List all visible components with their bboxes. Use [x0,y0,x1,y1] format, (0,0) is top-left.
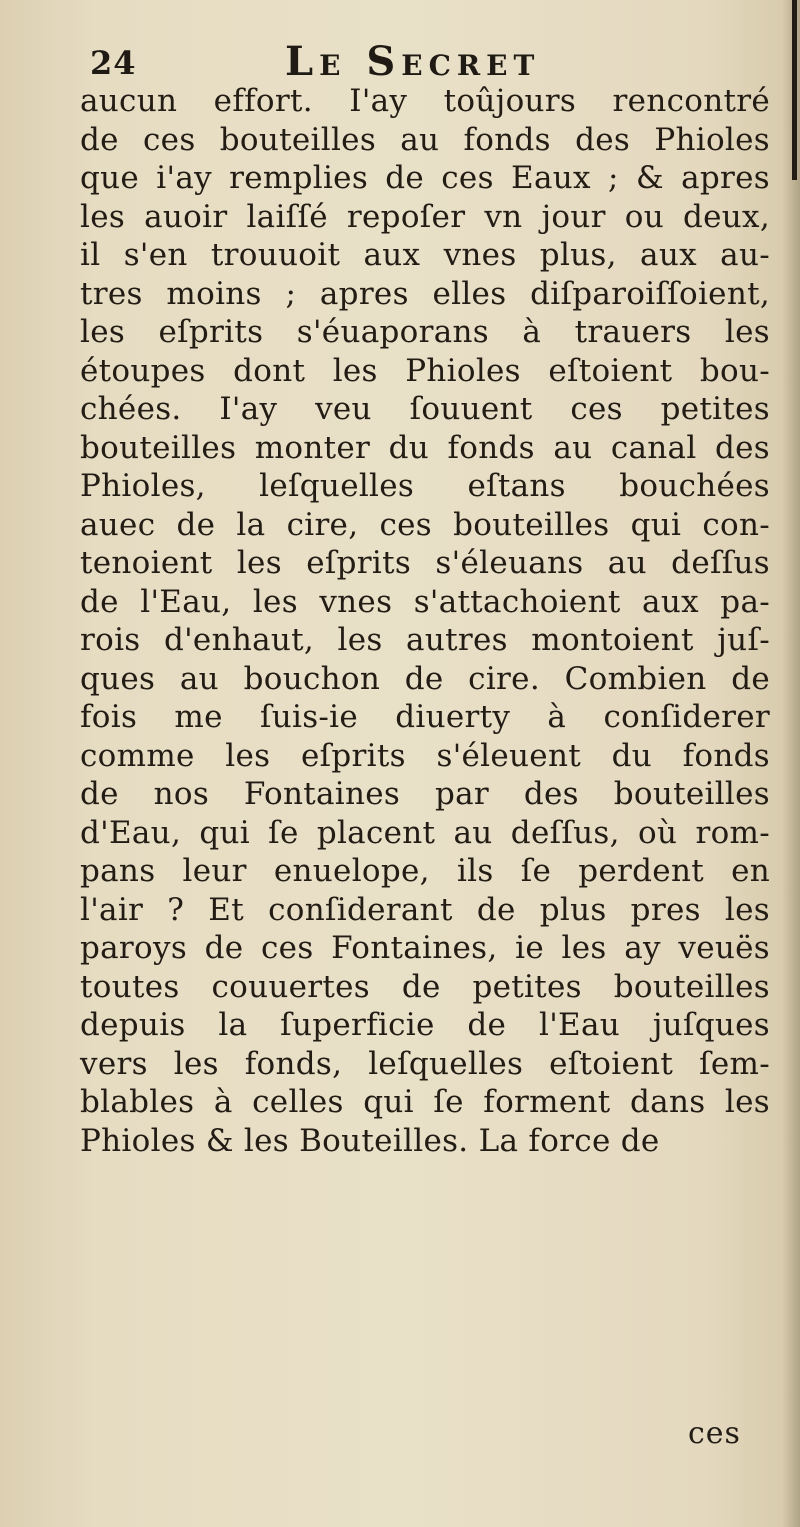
text-line: de l'Eau, les vnes s'attachoient aux pa- [80,583,770,620]
text-line: l'air ? Et conſiderant de plus pres les [80,891,770,928]
running-title: Le Secret [285,38,541,85]
text-line: depuis la ſuperficie de l'Eau juſques [80,1007,770,1043]
text-line: rois d'enhaut, les autres montoient juſ- [80,622,770,658]
text-line: que i'ay remplies de ces Eaux ; & apres [80,160,770,196]
page-number: 24 [90,44,137,82]
text-line: Phioles & les Bouteilles. La force de [80,1122,660,1159]
text-line: de nos Fontaines par des bouteilles [80,776,770,812]
text-line: fois me ſuis-ie diuerty à conſiderer [80,699,770,735]
text-line: blables à celles qui ſe forment dans les [80,1084,770,1120]
text-line: pans leur enuelope, ils ſe perdent en [80,853,770,889]
text-line: d'Eau, qui ſe placent au deſſus, où rom- [80,814,770,851]
text-line: les auoir laiſſé repoſer vn jour ou deux, [80,198,770,235]
text-line: de ces bouteilles au fonds des Phioles [80,121,770,158]
text-line: il s'en trouuoit aux vnes plus, aux au- [80,237,770,273]
text-line: ques au bouchon de cire. Combien de [80,660,770,697]
text-line: auec de la cire, ces bouteilles qui con- [80,506,770,543]
page-edge-shadow [792,0,797,180]
text-line: paroys de ces Fontaines, ie les ay veuës [80,930,770,966]
text-line: vers les fonds, leſquelles eſtoient ſem- [80,1045,770,1082]
text-line: Phioles, leſquelles eſtans bouchées [80,468,770,504]
text-line: aucun effort. I'ay toûjours rencontré [80,83,770,119]
text-line: bouteilles monter du fonds au canal des [80,429,770,466]
text-line: étoupes dont les Phioles eſtoient bou- [80,352,770,389]
text-line: tenoient les eſprits s'éleuans au deſſus [80,545,770,581]
text-line: comme les eſprits s'éleuent du fonds [80,737,770,774]
text-line: toutes couuertes de petites bouteilles [80,968,770,1005]
catchword: ces [688,1416,741,1451]
text-line: tres moins ; apres elles diſparoiſſoient, [80,275,770,312]
body-text [80,82,770,1160]
text-line: les eſprits s'éuaporans à trauers les [80,314,770,350]
text-line: chées. I'ay veu ſouuent ces petites [80,391,770,427]
